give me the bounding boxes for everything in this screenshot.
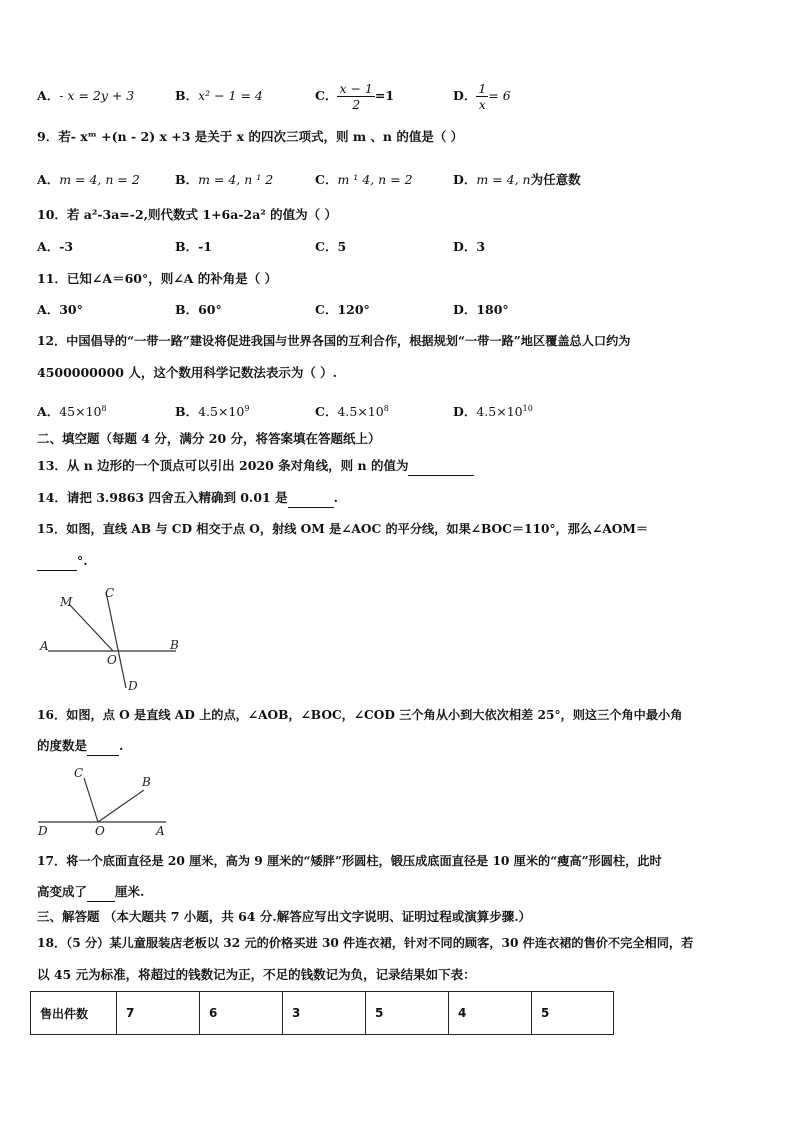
q12-d-exp: 10 [522, 404, 533, 413]
q15-figure [36, 582, 186, 694]
q8-c-fraction [337, 81, 374, 112]
q15-ray-om [69, 604, 113, 651]
q8-option-c [315, 80, 394, 112]
q11-option-c: C．120° [315, 302, 370, 317]
section-2-heading: 二、填空题（每题 4 分，满分 20 分，将答案填在答题纸上） [37, 431, 381, 446]
q8-option-a [37, 86, 134, 106]
q12-a-exp: 8 [101, 404, 107, 413]
q18-table-header-cell: 售出件数 [31, 992, 117, 1035]
q11-option-b: B．60° [175, 302, 222, 317]
q17-stem-line2-a: 高变成了 [37, 884, 88, 899]
q8-option-b [175, 86, 263, 106]
q18-sales-table [30, 991, 614, 1035]
q16-label-c: C [74, 766, 84, 780]
q16-tail: . [119, 738, 124, 753]
q18-table-cell: 5 [532, 992, 614, 1035]
q12-b-label: B． [175, 404, 199, 420]
q8-c-label: C． [315, 88, 338, 103]
q8-d-denominator: x [478, 97, 486, 112]
q9-a-expr: m = 4, n = 2 [59, 172, 140, 187]
q16-stem-line1: 16．如图，点 O 是直线 AD 上的点，∠AOB，∠BOC，∠COD 三个角从小到大依次相差 25°，则这三个角中最小角 [37, 708, 683, 722]
q15-line2 [37, 551, 764, 571]
q11-option-d: D．180° [453, 302, 509, 317]
q9-option-d [453, 170, 581, 190]
q10-stem: 10．若 a²-3a=-2,则代数式 1+6a-2a² 的值为（ ） [37, 207, 338, 222]
q18-table-cell: 3 [283, 992, 366, 1035]
q14-stem: 14．请把 3.9863 四舍五入精确到 0.01 是 [37, 490, 288, 505]
q13-line [37, 456, 764, 476]
q11-option-a: A．30° [37, 302, 83, 317]
q13-answer-blank[interactable] [408, 461, 474, 476]
q10-option-d: D．3 [453, 239, 486, 254]
q11-stem: 11．已知∠A＝60°，则∠A 的补角是（ ） [37, 271, 278, 286]
q8-a-label: A． [37, 88, 60, 103]
q12-d-base: 4.5×10 [476, 404, 523, 420]
q18-table-cell: 7 [117, 992, 200, 1035]
q8-c-numerator: x − 1 [339, 81, 373, 96]
q18-stem-line2: 以 45 元为标准，将超过的钱数记为正，不足的钱数记为负，记录结果如下表： [37, 967, 476, 982]
q12-c-exp: 8 [383, 404, 389, 413]
q12-b-base: 4.5×10 [198, 404, 245, 420]
q8-a-expr: - x = 2y + 3 [59, 88, 135, 103]
q9-option-b [175, 170, 273, 190]
q17-stem-line2-b: 厘米. [115, 884, 145, 899]
q14-tail: . [333, 490, 338, 505]
q9-d-expr: m = 4, n [476, 172, 531, 187]
q12-a-base: 45×10 [59, 404, 102, 420]
q16-line2 [37, 736, 764, 756]
q8-c-rest: =1 [374, 88, 395, 103]
q16-ray-oc [84, 778, 98, 822]
q15-label-o: O [107, 653, 117, 667]
q14-answer-blank[interactable] [288, 493, 334, 508]
q12-option-c [315, 399, 389, 422]
q12-option-a [37, 399, 107, 422]
q16-label-d: D [38, 824, 48, 838]
q8-d-label: D． [453, 88, 477, 103]
q16-label-b: B [142, 775, 151, 789]
q12-stem-line1: 12．中国倡导的“一带一路”建设将促进我国与世界各国的互利合作，根据规划“一带一路”地区覆盖总人口约为 [37, 334, 631, 348]
q12-c-base: 4.5×10 [337, 404, 384, 420]
section-3-heading: 三、解答题 （本大题共 7 小题，共 64 分.解答应写出文字说明、证明过程或演算步骤.） [37, 909, 532, 924]
q12-c-label: C． [315, 404, 338, 420]
q15-line-cd [106, 592, 126, 688]
q10-option-a: A．-3 [37, 239, 74, 254]
q15-label-a: A [40, 639, 49, 653]
q8-b-expr: x² − 1 = 4 [198, 88, 263, 103]
q16-stem-line2: 的度数是 [37, 738, 88, 753]
q12-option-b [175, 399, 249, 422]
q9-c-label: C． [315, 172, 338, 187]
q18-stem-line1: 18．（5 分）某儿童服装店老板以 32 元的价格买进 30 件连衣裙，针对不同的顾客，30 件连衣裙的售价不完全相同，若 [37, 936, 694, 950]
q18-table-cell: 6 [200, 992, 283, 1035]
q15-label-b: B [170, 638, 179, 652]
q18-table-cell: 4 [449, 992, 532, 1035]
q8-option-d [453, 80, 511, 112]
q15-answer-blank[interactable] [37, 556, 77, 571]
q16-answer-blank[interactable] [87, 741, 119, 756]
q9-a-label: A． [37, 172, 60, 187]
q9-c-expr: m ¹ 4, n = 2 [337, 172, 413, 187]
q9-option-a [37, 170, 140, 190]
q12-d-label: D． [453, 404, 477, 420]
q15-label-m: M [60, 595, 73, 609]
q18-table-cell: 5 [366, 992, 449, 1035]
q16-label-a: A [156, 824, 165, 838]
q9-b-label: B． [175, 172, 199, 187]
q9-stem: 9．若- xᵐ +(n - 2) x +3 是关于 x 的四次三项式，则 m 、n 的值是（ ） [37, 129, 464, 144]
q12-option-d [453, 399, 533, 422]
q9-d-label: D． [453, 172, 477, 187]
q14-line [37, 488, 764, 508]
q16-ray-ob [98, 790, 144, 822]
q17-answer-blank[interactable] [87, 887, 115, 902]
q12-stem-line2: 4500000000 人，这个数用科学记数法表示为（ ）. [37, 365, 338, 380]
table-row [31, 992, 614, 1035]
q16-figure [34, 764, 174, 838]
q13-stem: 13．从 n 边形的一个顶点可以引出 2020 条对角线，则 n 的值为 [37, 458, 409, 473]
q9-b-expr: m = 4, n ¹ 2 [198, 172, 274, 187]
q9-d-tail: 为任意数 [530, 172, 581, 187]
q15-label-c: C [105, 586, 115, 600]
q10-option-c: C．5 [315, 239, 347, 254]
q17-line2 [37, 882, 764, 902]
q10-option-b: B．-1 [175, 239, 212, 254]
q12-a-label: A． [37, 404, 60, 420]
q17-stem-line1: 17．将一个底面直径是 20 厘米，高为 9 厘米的“矮胖”形圆柱，锻压成底面直径是 10 厘米的“瘦高”形圆柱，此时 [37, 854, 662, 868]
q15-stem-line1: 15．如图，直线 AB 与 CD 相交于点 O，射线 OM 是∠AOC 的平分线，如果∠BOC＝110°，那么∠AOM＝ [37, 522, 649, 536]
q9-option-c [315, 170, 413, 190]
q15-label-d: D [128, 679, 138, 693]
q8-d-numerator: 1 [478, 81, 487, 96]
q8-d-fraction [476, 81, 488, 112]
q8-b-label: B． [175, 88, 199, 103]
q15-tail: °. [77, 553, 88, 568]
q8-d-rest: = 6 [488, 88, 511, 103]
q12-b-exp: 9 [244, 404, 250, 413]
q8-c-denominator: 2 [352, 97, 361, 112]
q16-label-o: O [95, 824, 105, 838]
